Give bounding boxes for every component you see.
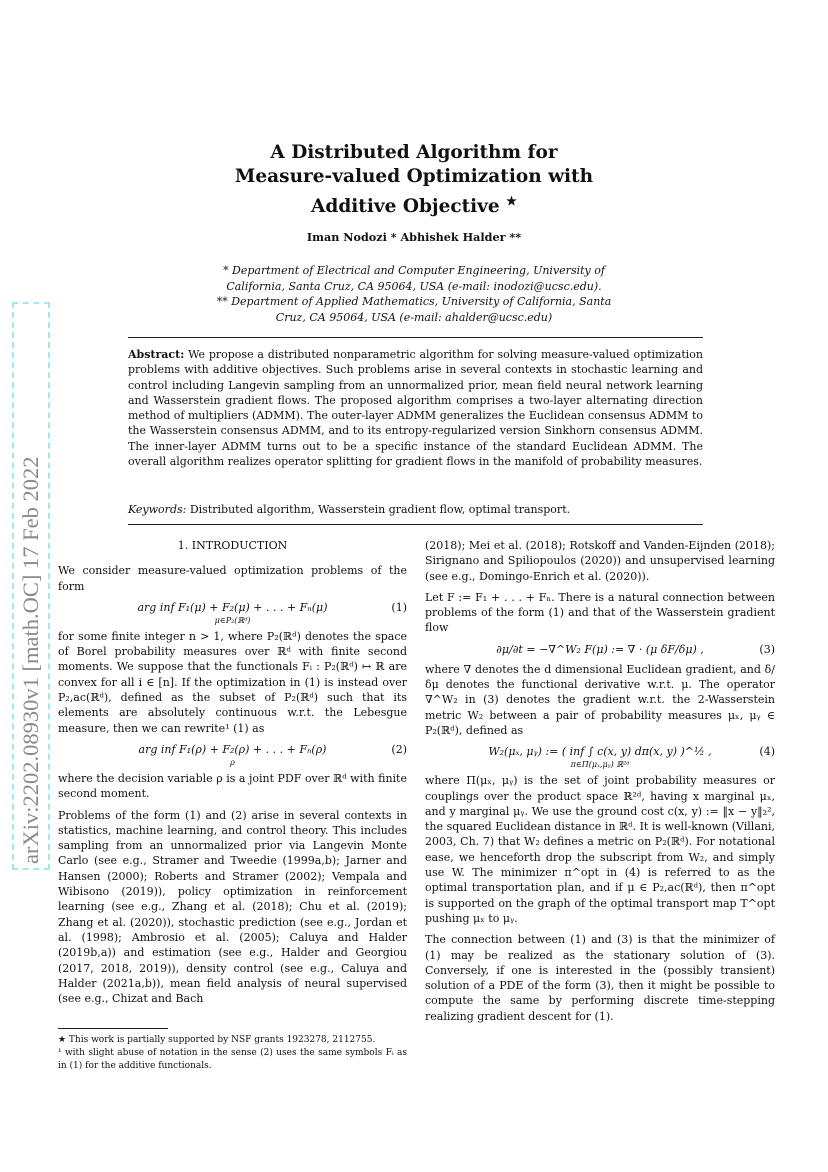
paragraph: (2018); Mei et al. (2018); Rotskoff and Vanden-Eijnden (2018); Sirignano and Spiliopoulos (2020)) and unsupervised learning (see e.g., Domingo-Enrich et al. (2020)). xyxy=(425,539,775,583)
paper-title xyxy=(0,141,828,219)
affiliation-line-4: Cruz, CA 95064, USA (e-mail: ahalder@ucsc.edu) xyxy=(275,310,553,324)
abstract-label: Abstract: xyxy=(128,348,185,361)
keywords-text: Distributed algorithm, Wasserstein gradient flow, optimal transport. xyxy=(189,503,571,516)
paragraph: Problems of the form (1) and (2) arise in several contexts in statistics, machine learning, and control theory. This includes sampling from an unnormalized prior via Langevin Monte Carlo (see e.g., Stramer and Tweedie (1999a,b); Jarner and Hansen (2000); Roberts and Stramer (2002); Vempala and Wibisono (2019)), policy optimization in reinforcement learning (see e.g., Zhang et al. (2018); Chu et al. (2019); Zhang et al. (2020)), stochastic prediction (see e.g., Jordan et al. (1998); Ambrosio et al. (2005); Caluya and Halder (2019b,a)) and estimation (see e.g., Halder and Georgiou (2017, 2018, 2019)), density control (see e.g., Caluya and Halder (2021a,b)), mean field analysis of neural supervised (see e.g., Chizat and Bach xyxy=(58,808,407,1006)
equation-1-subscript: μ∈P₂(ℝᵈ) xyxy=(214,615,251,625)
equation-4 xyxy=(425,744,775,769)
paragraph: We consider measure-valued optimization problems of the form xyxy=(58,564,407,593)
equation-3 xyxy=(425,642,775,658)
equation-number: (4) xyxy=(759,745,775,759)
equation-2-subscript: ρ xyxy=(230,757,235,767)
equation-1-body: arg inf F₁(μ) + F₂(μ) + . . . + Fₙ(μ) xyxy=(137,600,328,614)
equation-2-body: arg inf F₁(ρ) + F₂(ρ) + . . . + Fₙ(ρ) xyxy=(138,742,327,756)
equation-2 xyxy=(58,742,407,767)
abstract xyxy=(128,347,703,469)
equation-number: (3) xyxy=(759,642,775,656)
paragraph: where Π(μₓ, μᵧ) is the set of joint probability measures or couplings over the product space ℝ²ᵈ, having x marginal μₓ, and y marginal μᵧ. We use the ground cost c(x, y) := ‖x − y‖₂², the squared Euclidean distance in ℝᵈ. It is well-known (Villani, 2003, Ch. 7) that W₂ defines a metric on P₂(ℝᵈ). For notational ease, we henceforth drop the subscript from W₂, and simply use W. The minimizer π^opt in (4) is referred to as the optimal transportation plan, and if μ ∈ P₂,ac(ℝᵈ), then π^opt is supported on the graph of the optimal transport map T^opt pushing μₓ to μᵧ. xyxy=(425,774,775,925)
keywords-label: Keywords: xyxy=(128,503,187,516)
paragraph: for some finite integer n > 1, where P₂(ℝᵈ) denotes the space of Borel probability measures over ℝᵈ with finite second moments. We suppose that the functionals Fᵢ : P₂(ℝᵈ) ↦ ℝ are convex for all i ∈ [n]. If the optimization in (1) is instead over P₂,ac(ℝᵈ), defined as the subset of P₂(ℝᵈ) such that its elements are absolutely continuous w.r.t. the Lebesgue measure, then we can rewrite¹ (1) as xyxy=(58,629,407,735)
title-line-2: Measure-valued Optimization with xyxy=(234,166,594,187)
equation-4-body: W₂(μₓ, μᵧ) := ( inf ∫ c(x, y) dπ(x, y) )^½ , xyxy=(488,745,712,759)
paragraph: where ∇ denotes the d dimensional Euclidean gradient, and δ/δμ denotes the functional derivative w.r.t. μ. The operator ∇^W₂ in (3) denotes the gradient w.r.t. the 2-Wasserstein metric W₂ between a pair of probability measures μₓ, μᵧ ∈ P₂(ℝᵈ), defined as xyxy=(425,662,775,737)
footnotes xyxy=(58,1028,407,1073)
title-line-3 xyxy=(0,189,828,219)
affiliation-line-3: ** Department of Applied Mathematics, University of California, Santa xyxy=(216,295,612,308)
arxiv-stamp: arXiv:2202.08930v1 [math.OC] 17 Feb 2022 xyxy=(12,302,50,870)
equation-number: (2) xyxy=(391,742,407,756)
abstract-text: We propose a distributed nonparametric algorithm for solving measure-valued optimization problems with additive objectives. Such problems arise in several contexts in stochastic learning and control including Langevin sampling from an unnormalized prior, mean field neural network learning and Wasserstein gradient flows. The proposed algorithm comprises a two-layer alternating direction method of multipliers (ADMM). The outer-layer ADMM generalizes the Euclidean consensus ADMM to the Wasserstein consensus ADMM, and to its entropy-regularized version Sinkhorn consensus ADMM. The inner-layer ADMM turns out to be a specific instance of the standard Euclidean ADMM. The overall algorithm realizes operator splitting for gradient flows in the manifold of probability measures. xyxy=(128,348,703,469)
abstract-bottom-rule xyxy=(128,524,703,525)
equation-number: (1) xyxy=(391,600,407,614)
affiliation-line-2: California, Santa Cruz, CA 95064, USA (e-mail: inodozi@ucsc.edu). xyxy=(226,279,602,293)
footnote-2: ¹ with slight abuse of notation in the sense (2) uses the same symbols Fᵢ as in (1) for the additive functionals. xyxy=(58,1048,407,1071)
equation-3-body: ∂μ/∂t = −∇^W₂ F(μ) := ∇ · (μ δF/δμ) , xyxy=(496,642,704,656)
equation-1 xyxy=(58,600,407,625)
paragraph: where the decision variable ρ is a joint PDF over ℝᵈ with finite second moment. xyxy=(58,771,407,801)
paragraph: Let F := F₁ + . . . + Fₙ. There is a natural connection between problems of the form (1) and that of the Wasserstein gradient flow xyxy=(425,590,775,635)
keywords xyxy=(128,503,703,516)
paragraph: The connection between (1) and (3) is that the minimizer of (1) may be realized as the stationary solution of (3). Conversely, if one is interested in the (possibly transient) solution of a PDE of the form (3), then it might be possible to compute the same by performing discrete time-stepping realizing gradient descent for (1). xyxy=(425,933,775,1023)
affiliations xyxy=(190,263,638,325)
section-heading: 1. INTRODUCTION xyxy=(177,539,288,552)
title-footnote-mark: ★ xyxy=(506,194,517,208)
left-column xyxy=(58,538,407,1012)
right-column xyxy=(425,538,775,1030)
abstract-top-rule xyxy=(128,337,703,338)
title-line-3-text: Additive Objective xyxy=(311,196,500,218)
authors: Iman Nodozi * Abhishek Halder ** xyxy=(306,230,522,244)
footnote-1: ★ This work is partially supported by NSF grants 1923278, 2112755. xyxy=(58,1035,376,1045)
affiliation-line-1: * Department of Electrical and Computer Engineering, University of xyxy=(223,264,605,277)
equation-4-subscript: π∈Π(μₓ,μᵧ) ℝ²ᵈ xyxy=(570,760,630,770)
title-line-1: A Distributed Algorithm for xyxy=(270,142,558,163)
footnote-rule xyxy=(58,1028,168,1029)
